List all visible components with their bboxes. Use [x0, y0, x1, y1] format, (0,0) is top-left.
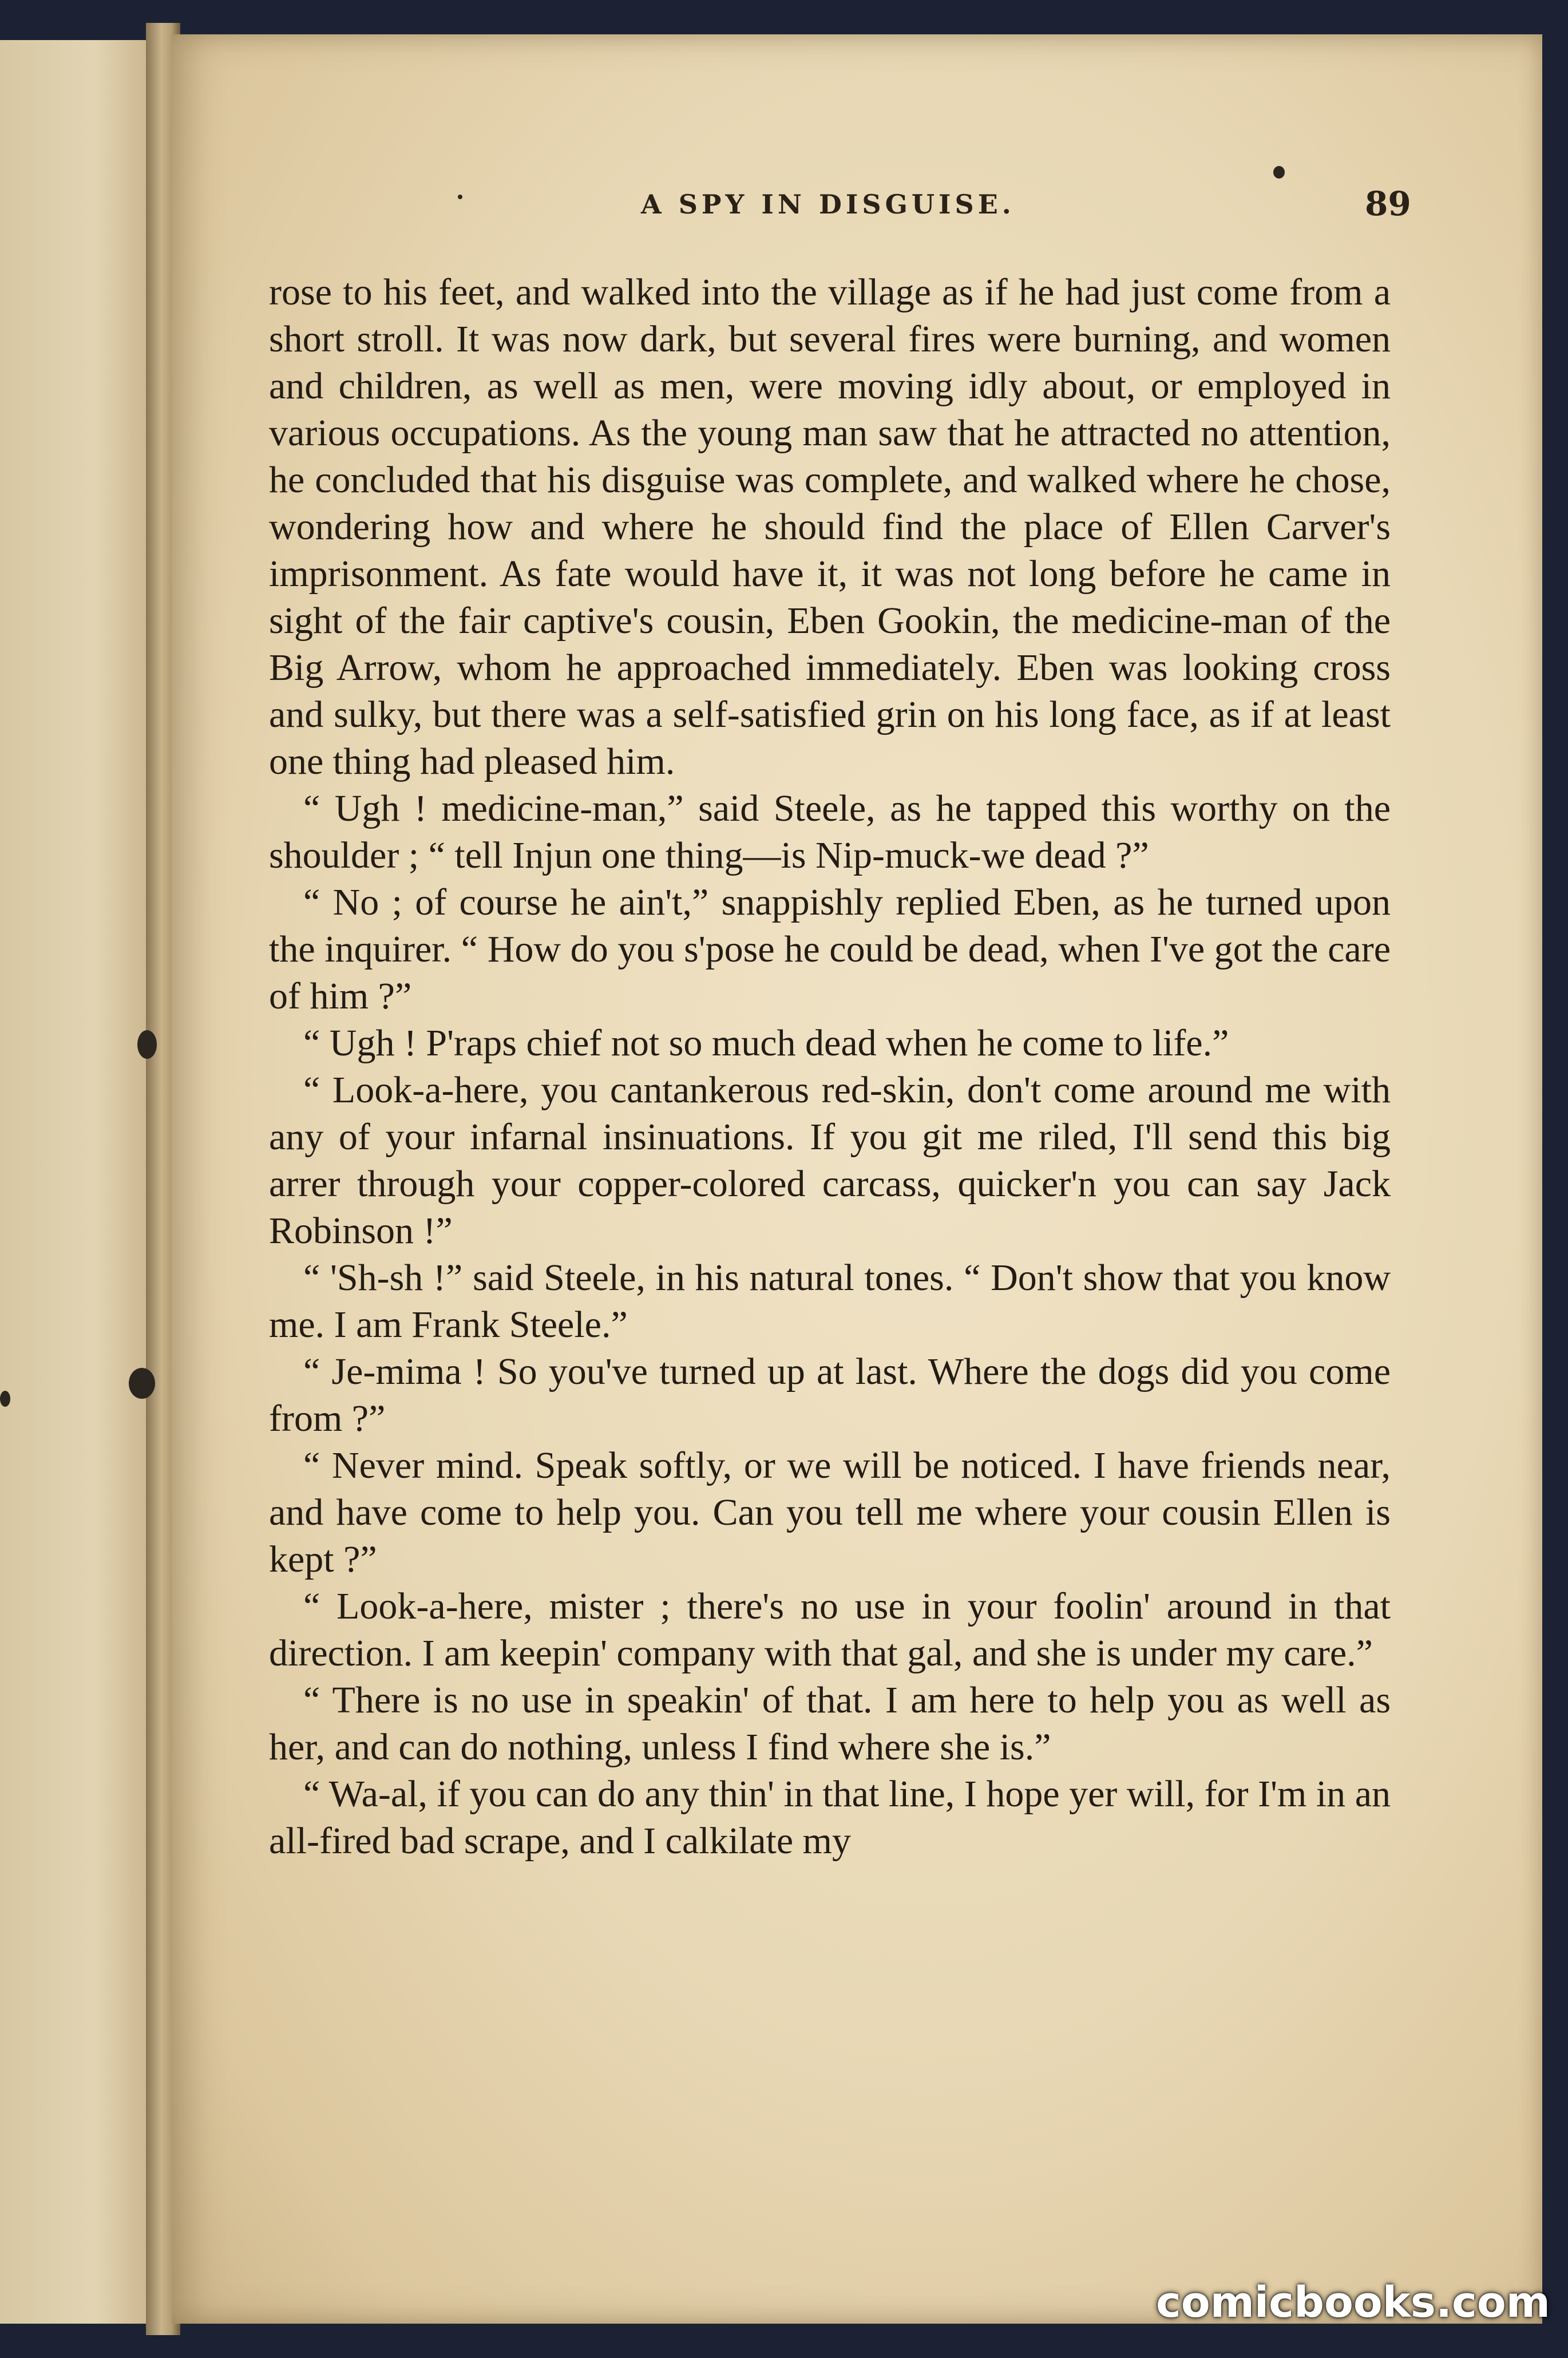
- ink-speck: [458, 195, 462, 199]
- ink-speck: [1273, 166, 1285, 179]
- paragraph: “ Je-mima ! So you've turned up at last. Where the dogs did you come from ?”: [269, 1351, 1391, 1439]
- running-title: A SPY IN DISGUISE.: [641, 189, 1015, 220]
- page-hole: [137, 1030, 157, 1059]
- site-watermark: comicbooks.com: [1156, 2278, 1550, 2327]
- paragraph: “ Ugh ! medicine-man,” said Steele, as he tapped this worthy on the shoulder ; “ tell Injun one thing—is Nip-muck-we dead ?”: [269, 788, 1391, 876]
- paragraph: “ Look-a-here, you cantankerous red-skin, don't come around me with any of your infarnal insinuations. If you git me riled, I'll send this big arrer through your copper-colored carcass, quicker'n you can say Jack Robinson !”: [269, 1069, 1391, 1252]
- paragraph: “ Never mind. Speak softly, or we will be noticed. I have friends near, and have come to help you. Can you tell me where your cousin Ellen is kept ?”: [269, 1445, 1391, 1580]
- paragraph: “ Ugh ! P'raps chief not so much dead when he come to life.”: [303, 1022, 1229, 1064]
- page-hole: [0, 1391, 10, 1407]
- paragraph: “ No ; of course he ain't,” snappishly replied Eben, as he turned upon the inquirer. “ How do you s'pose he could be dead, when I've got the care of him ?”: [269, 881, 1391, 1017]
- paragraph: “ 'Sh-sh !” said Steele, in his natural tones. “ Don't show that you know me. I am Frank Steele.”: [269, 1257, 1391, 1346]
- paragraph: “ Look-a-here, mister ; there's no use in your foolin' around in that direction. I am keepin' company with that gal, and she is under my care.”: [269, 1585, 1391, 1674]
- paragraph: “ Wa-al, if you can do any thin' in that line, I hope yer will, for I'm in an all-fired bad scrape, and I calkilate my: [269, 1773, 1391, 1862]
- page-body: [269, 269, 1391, 1865]
- page-hole: [129, 1368, 155, 1399]
- paragraph: “ There is no use in speakin' of that. I am here to help you as well as her, and can do nothing, unless I find where she is.”: [269, 1679, 1391, 1768]
- page-number: 89: [1365, 184, 1411, 223]
- paragraph: rose to his feet, and walked into the village as if he had just come from a short stroll. It was now dark, but several fires were burning, and women and children, as well as men, were moving idly about, or employed in various occupations. As the young man saw that he attracted no attention, he concluded that his disguise was complete, and walked where he chose, wondering how and where he should find the place of Ellen Carver's imprisonment. As fate would have it, it was not long before he came in sight of the fair captive's cousin, Eben Gookin, the medicine-man of the Big Arrow, whom he approached immediately. Eben was looking cross and sulky, but there was a self-satisfied grin on his long face, as if at least one thing had pleased him.: [269, 271, 1391, 782]
